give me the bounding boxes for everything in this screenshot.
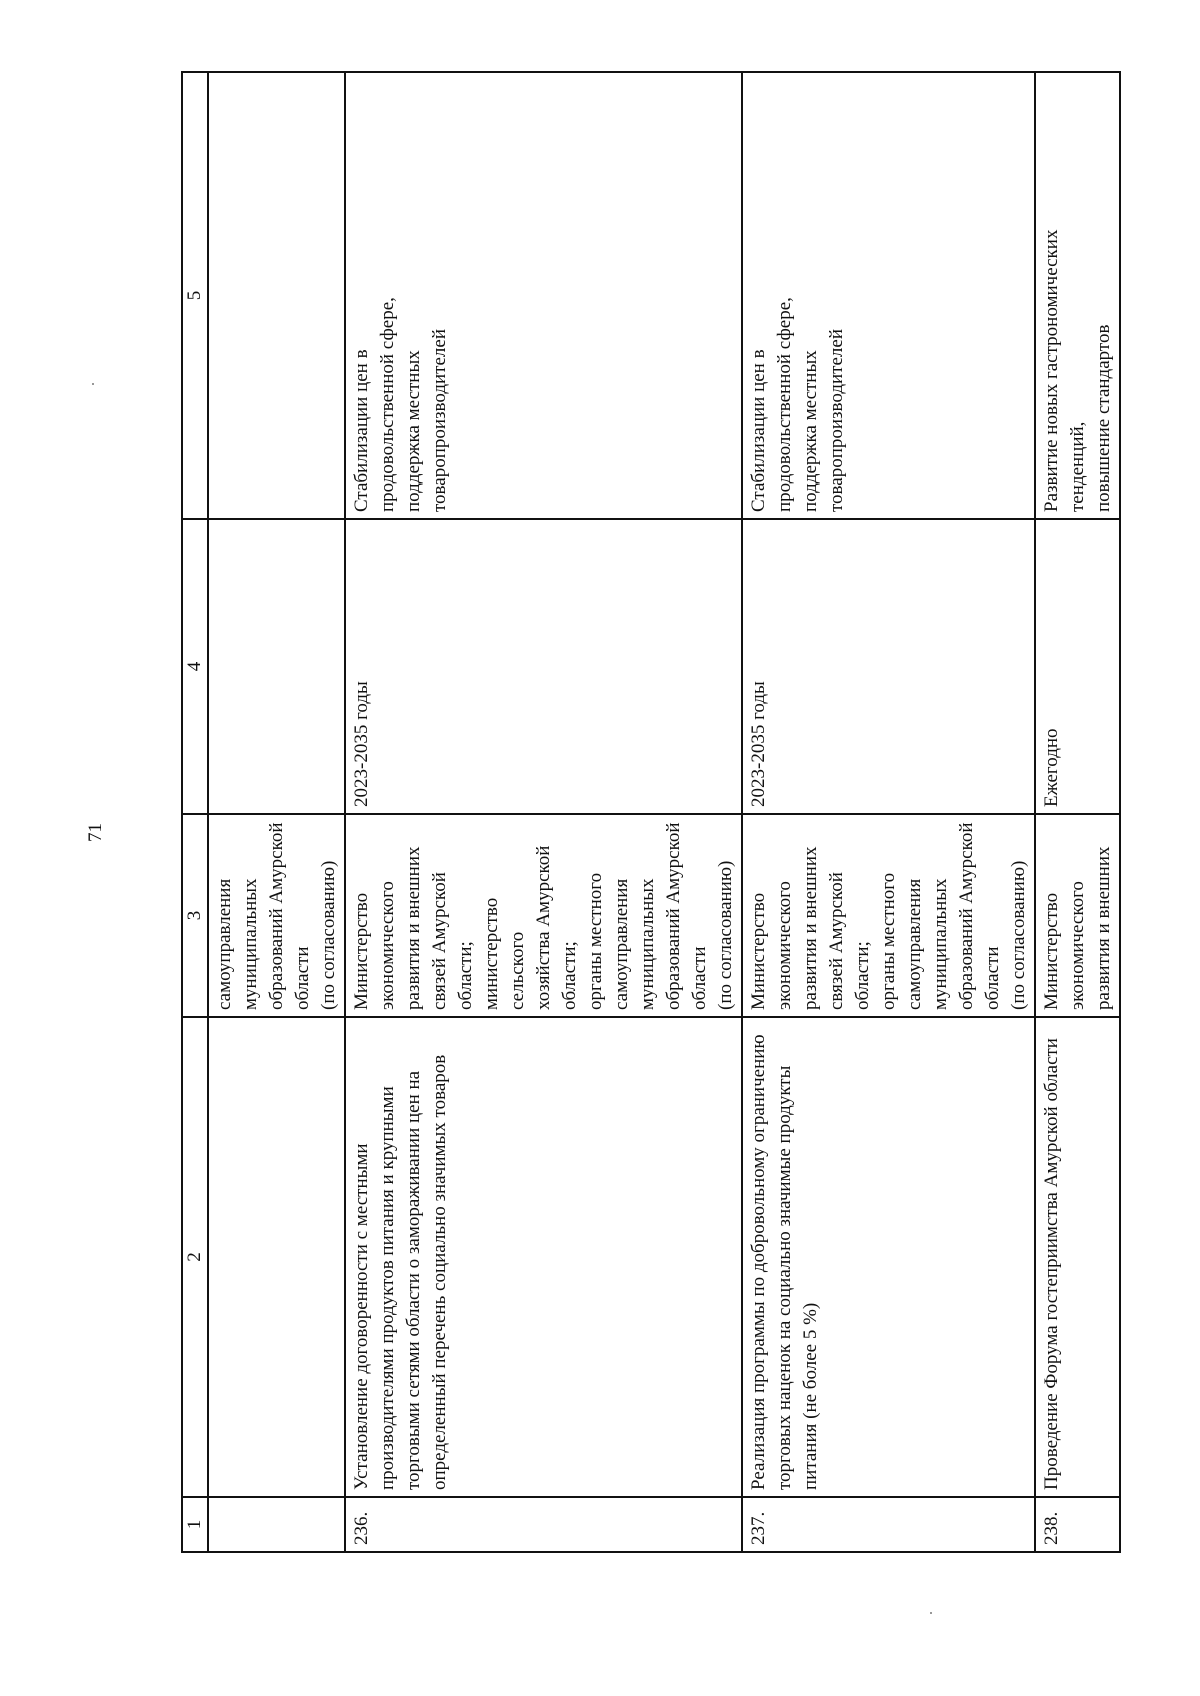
- measures-table: [181, 71, 1121, 1553]
- table-row: [1035, 72, 1120, 1552]
- result-cell: Стабилизации цен в продовольственной сфере, поддержка местных товаропроизводителей: [742, 72, 1035, 519]
- column-header: 2: [182, 1017, 208, 1497]
- executors-cell: самоуправления муниципальных образований Амурской области (по согласованию): [208, 814, 345, 1017]
- row-number-cell: [208, 1497, 345, 1552]
- period-cell: Ежегодно: [1035, 519, 1120, 814]
- page-number: 71: [85, 823, 106, 842]
- row-number-cell: 238.: [1035, 1497, 1120, 1552]
- period-cell: 2023-2035 годы: [345, 519, 742, 814]
- scan-speck: [92, 383, 94, 385]
- table-row: [742, 72, 1035, 1552]
- column-header: 1: [182, 1497, 208, 1552]
- measure-cell: [208, 1017, 345, 1497]
- result-cell: Развитие новых гастрономических тенденций, повышение стандартов: [1035, 72, 1120, 519]
- table-row: [345, 72, 742, 1552]
- column-header: 3: [182, 814, 208, 1017]
- rotated-table-container: [181, 73, 1114, 1553]
- executors-cell: Министерство экономического развития и внешних связей Амурской области; органы местного самоуправления муниципальных образований Амурской области (по согласованию): [742, 814, 1035, 1017]
- period-cell: 2023-2035 годы: [742, 519, 1035, 814]
- measure-cell: Установление договоренности с местными производителями продуктов питания и крупными торговыми сетями области о замораживании цен на определенный перечень социально значимых товаров: [345, 1017, 742, 1497]
- measure-cell: Проведение Форума гостеприимства Амурской области: [1035, 1017, 1120, 1497]
- column-header-row: [182, 72, 208, 1552]
- executors-cell: Министерство экономического развития и внешних связей Амурской области; министерство сельского хозяйства Амурской области; органы местного самоуправления муниципальных образований Амурской области (по согласованию): [345, 814, 742, 1017]
- executors-cell: Министерство экономического развития и внешних: [1035, 814, 1120, 1017]
- result-cell: [208, 72, 345, 519]
- column-header: 4: [182, 519, 208, 814]
- result-cell: Стабилизации цен в продовольственной сфере, поддержка местных товаропроизводителей: [345, 72, 742, 519]
- scan-speck: [930, 1612, 932, 1614]
- period-cell: [208, 519, 345, 814]
- column-header: 5: [182, 72, 208, 519]
- row-number-cell: 237.: [742, 1497, 1035, 1552]
- measure-cell: Реализация программы по добровольному ограничению торговых наценок на социально значимые продукты питания (не более 5 %): [742, 1017, 1035, 1497]
- table-row: [208, 72, 345, 1552]
- row-number-cell: 236.: [345, 1497, 742, 1552]
